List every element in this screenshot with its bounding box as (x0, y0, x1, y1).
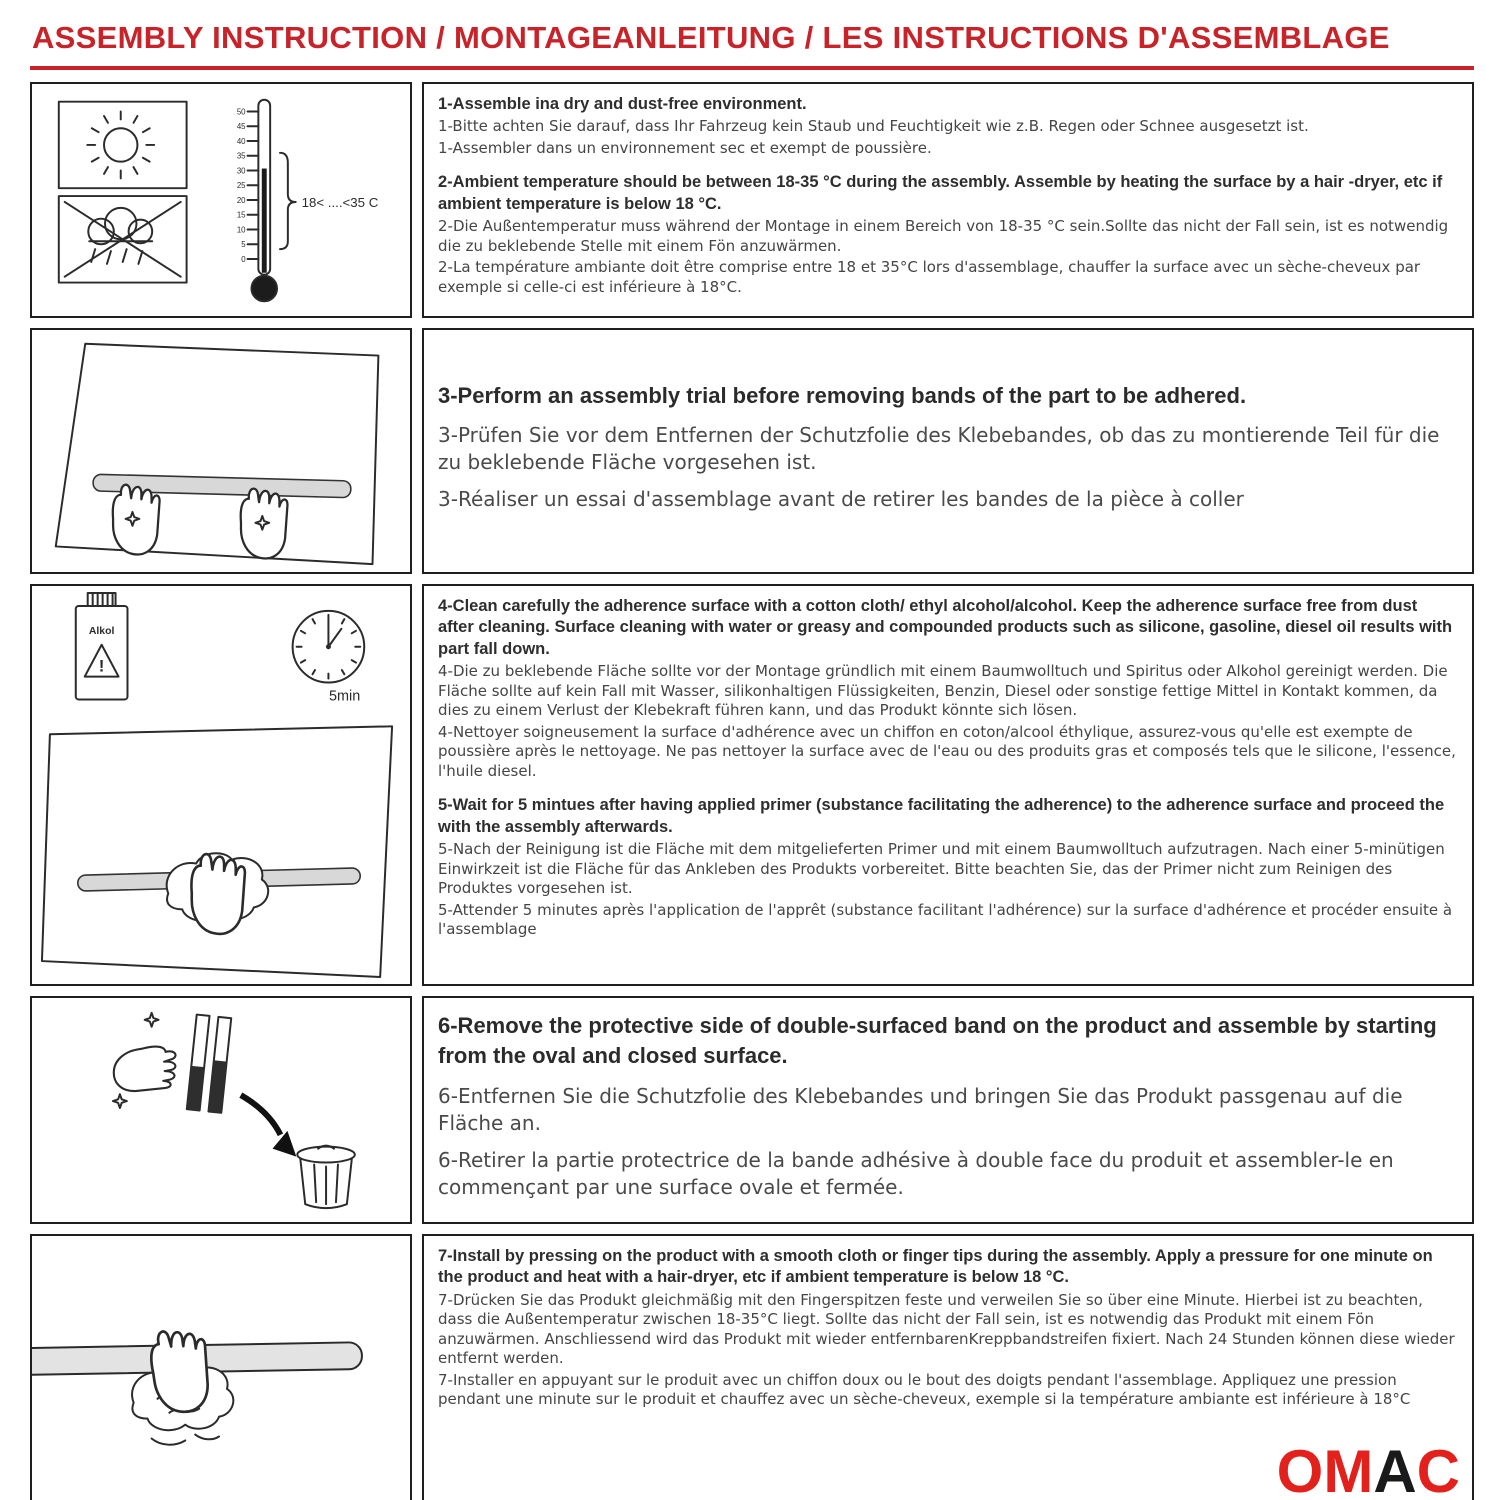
trash-bin-icon (297, 1146, 354, 1208)
svg-text:5: 5 (241, 240, 246, 250)
warning-exclamation: ! (98, 656, 105, 676)
svg-text:10: 10 (236, 225, 246, 235)
svg-text:0: 0 (241, 254, 246, 264)
instructions-step-6 (422, 996, 1474, 1224)
instruction-4-en: 4-Clean carefully the adherence surface with a cotton cloth/ ethyl alcohol/alcohol. Keep the adherence surface free from dust after cleaning. Surface cleaning with water or greasy and compounded products such as silicone, gasoline, diesel oil results with part fall down. (438, 597, 1453, 658)
panel-outline (42, 726, 392, 977)
panel-outline (56, 344, 379, 564)
figure-environment-temperature (30, 82, 412, 318)
instruction-6-en: 6-Remove the protective side of double-surfaced band on the product and assemble by starting from the oval and closed surface. (438, 1013, 1437, 1068)
temperature-range-label: 18< ....<35 C (301, 194, 379, 210)
instruction-7-de: 7-Drücken Sie das Produkt gleichmäßig mit den Fingerspitzen feste und verweilen Sie so über eine Minute. Hierbei ist zu beachten, dass die Außentemperatur zwischen 18-35°C liegt. Sollte das nicht der Fall sein, ist es notwendig das Produkt mit einem Fön anzuwärmen. Anschliessend wird das Produkt mit wieder entfernbarenKreppbandstreifen fixiert. Nach 24 Stunden können diese wieder entfernt werden. (438, 1290, 1455, 1368)
instruction-3-en: 3-Perform an assembly trial before removing bands of the part to be adhered. (438, 382, 1247, 408)
clock-duration-label: 5min (329, 688, 361, 705)
instructions-step-1-2 (422, 82, 1474, 318)
left-hand-icon (113, 485, 160, 555)
clock-icon (293, 611, 365, 705)
discard-arrow (241, 1095, 281, 1135)
instruction-6-de: 6-Entfernen Sie die Schutzfolie des Klebebandes und bringen Sie das Produkt passgenau auf die Fläche an. (438, 1083, 1403, 1135)
instruction-5-en: 5-Wait for 5 mintues after having applied primer (substance facilitating the adherence) to the adherence surface and proceed the with the assembly afterwards. (438, 796, 1445, 836)
instructions-step-7 (422, 1234, 1474, 1500)
protective-band-strips (187, 1015, 231, 1113)
figure-remove-band (30, 996, 412, 1224)
instruction-2-de: 2-Die Außentemperatur muss während der Montage in einem Bereich von 18-35 °C sein.Sollte das nicht der Fall sein, ist es notwendig die zu beklebende Stelle mit einem Fön anzuwärmen. (438, 217, 1449, 255)
logo-letter-a: A (1373, 1438, 1417, 1500)
remove-band-illustration (32, 998, 410, 1222)
svg-text:40: 40 (236, 136, 246, 146)
step-row-3 (30, 328, 1474, 574)
no-rain-icon (65, 202, 181, 277)
instruction-1-en: 1-Assemble ina dry and dust-free environment. (438, 95, 807, 113)
instruction-4-de: 4-Die zu beklebende Fläche sollte vor der Montage gründlich mit einem Baumwolltuch und Spiritus oder Alkohol gereinigt werden. Die Fläche sollte auf kein Fall mit Wasser, silikonhaltigen Flüssigkeiten, Benzin, Diesel oder sonstige fettige Mittel in Kontakt kommen, da dies zu einem Verlust der Klebekraft führen kann, und das Produkt könnte sich lösen. (438, 662, 1448, 720)
instruction-3-de: 3-Prüfen Sie vor dem Entfernen der Schutzfolie des Klebebandes, ob das zu montierende Teil für die zu beklebende Fläche vorgesehen ist. (438, 423, 1440, 475)
alcohol-bottle-icon (76, 593, 128, 699)
instruction-1-fr: 1-Assembler dans un environnement sec et exempt de poussière. (438, 138, 932, 157)
svg-text:25: 25 (236, 181, 246, 191)
instruction-2-fr: 2-La température ambiante doit être comprise entre 18 et 35°C lors d'assemblage, chauffer la surface avec un sèche-cheveux par exemple si celle-ci est inférieure à 18°C. (438, 258, 1421, 296)
instructions-step-4-5 (422, 584, 1474, 986)
instruction-5-de: 5-Nach der Reinigung ist die Fläche mit dem mitgelieferten Primer und mit einem Baumwolltuch aufzutragen. Nach einer 5-minütigen Einwirkzeit ist die Fläche für das Ankleben des Produkts vorbereitet. Bitte beachten Sie, das der Primer nicht zum Reinigen des Produktes vorgesehen ist. (438, 840, 1445, 898)
svg-text:20: 20 (236, 195, 246, 205)
svg-text:35: 35 (236, 151, 246, 161)
figure-press-product (30, 1234, 412, 1500)
svg-text:15: 15 (236, 210, 246, 220)
sparkle-icon (113, 1094, 127, 1108)
instruction-4-fr: 4-Nettoyer soigneusement la surface d'adhérence avec un chiffon en coton/alcool éthylique, assurez-vous qu'elle est exempte de poussière après le nettoyage. Ne pas nettoyer la surface avec de l'eau ou des produits gras et composés tels que le silicone, l'essence, l'huile diesel. (438, 722, 1456, 780)
step-row-6 (30, 996, 1474, 1224)
instructions-step-3 (422, 328, 1474, 574)
svg-text:30: 30 (236, 166, 246, 176)
thermometer-icon (237, 100, 379, 302)
instruction-2-en: 2-Ambient temperature should be between 18-35 °C during the assembly. Assemble by heating the surface by a hair -dryer, etc if ambient temperature is below 18 °C. (438, 173, 1443, 213)
instruction-6-fr: 6-Retirer la partie protectrice de la bande adhésive à double face du produit et assembler-le en commençant par une surface ovale et fermée. (438, 1147, 1394, 1199)
page-title: ASSEMBLY INSTRUCTION / MONTAGEANLEITUNG / LES INSTRUCTIONS D'ASSEMBLAGE (32, 20, 1390, 55)
title-divider (30, 66, 1474, 70)
omac-logo (1276, 1438, 1460, 1500)
instruction-5-fr: 5-Attender 5 minutes après l'application de l'apprêt (substance facilitant l'adhérence) sur la surface d'adhérence et procéder ensuite à l'assemblage (438, 900, 1453, 939)
range-bracket (280, 153, 296, 249)
discard-arrow-head (273, 1131, 297, 1157)
step-row-4-5 (30, 584, 1474, 986)
assembly-trial-illustration (32, 330, 410, 572)
sun-icon (87, 112, 154, 179)
figure-assembly-trial (30, 328, 412, 574)
instruction-7-en: 7-Install by pressing on the product with a smooth cloth or finger tips during the assembly. Apply a pressure for one minute on the product and heat with a hair-dryer, etc if ambient temperature is below 18 °C. (438, 1247, 1433, 1287)
environment-temperature-illustration (32, 84, 410, 316)
instruction-3-fr: 3-Réaliser un essai d'assemblage avant de retirer les bandes de la pièce à coller (438, 487, 1244, 512)
logo-letter-c: C (1416, 1438, 1460, 1500)
sparkle-icon (145, 1013, 159, 1027)
right-hand-icon (241, 489, 288, 559)
figure-cleaning-primer (30, 584, 412, 986)
logo-letters-om: OM (1276, 1438, 1374, 1500)
instruction-7-fr: 7-Installer en appuyant sur le produit avec un chiffon doux ou le bout des doigts pendant l'assemblage. Appliquez une pression pendant une minute sur le produit et chauffez avec un sèche-cheveux, exemple si la température ambiante est inférieure à 18°C (438, 1370, 1411, 1409)
thermometer-scale (237, 107, 246, 263)
svg-text:50: 50 (236, 107, 246, 117)
cross-out-mark (65, 202, 181, 277)
sun-box (59, 102, 187, 189)
step-row-1-2 (30, 82, 1474, 318)
wiping-hand-icon (191, 854, 244, 934)
svg-text:45: 45 (236, 122, 246, 132)
bottle-label: Alkol (88, 625, 115, 637)
press-product-illustration (32, 1236, 410, 1500)
peeling-hand-icon (110, 1043, 181, 1097)
instruction-1-de: 1-Bitte achten Sie darauf, dass Ihr Fahrzeug kein Staub und Feuchtigkeit wie z.B. Regen oder Schnee ausgesetzt ist. (438, 117, 1309, 136)
step-row-7 (30, 1234, 1474, 1500)
cleaning-illustration (32, 586, 410, 984)
